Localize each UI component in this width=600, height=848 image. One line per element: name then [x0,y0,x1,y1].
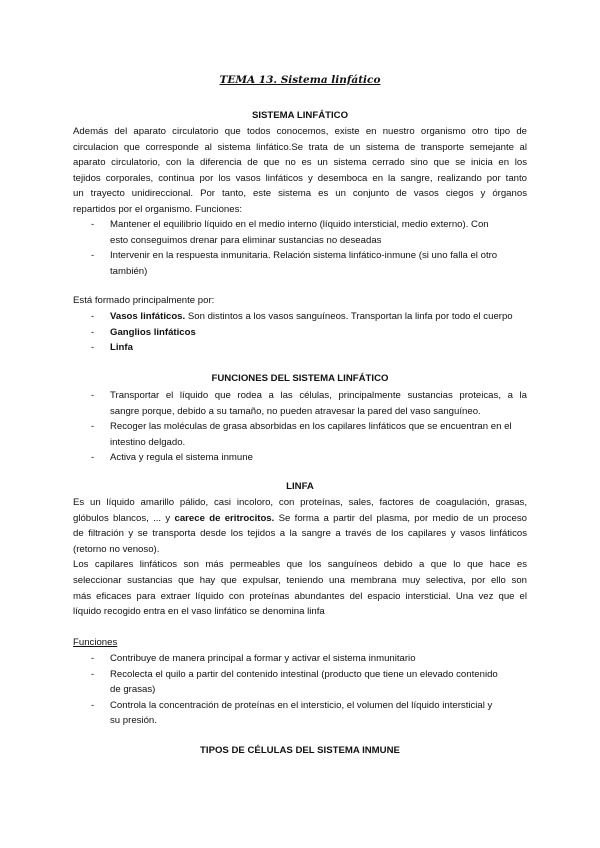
list-item [73,698,527,729]
text-line: (retorno no venoso). [73,543,160,555]
bullet-dash: - [91,326,95,338]
list-item-line: Activa y regula el sistema inmune [110,452,253,464]
list-item [73,667,527,698]
text-line: circulacion que corresponde al sistema linfático.Se trata de un sistema de transporte semejante al [73,141,527,153]
text-line: Además del aparato circulatorio que todos conocemos, existe en nuestro organismo otro tipo de [73,126,527,137]
heading-tipos-celulas: TIPOS DE CÉLULAS DEL SISTEMA INMUNE [200,745,400,756]
formed-intro: Está formado principalmente por: [73,295,215,306]
text-line: más eficaces para extraer líquido con proteínas abundantes del espacio intersticial. Una vez que el [73,590,527,602]
text-run: glóbulos blancos, ... y [73,512,175,524]
list-item [73,450,527,466]
list-item-line: Transportar el líquido que rodea a las células, principalmente sustancias proteicas, a la [110,390,527,401]
bullet-dash: - [91,452,95,464]
list-item [73,340,527,356]
list-item [73,419,527,450]
list-item-line: Intervenir en la respuesta inmunitaria. Relación sistema linfático-inmune (si uno falla el otro [110,250,498,262]
component-desc: Son distintos a los vasos sanguíneos. Transportan la linfa por todo el cuerpo [185,311,513,322]
components-list [73,309,527,356]
list-item-line: Contribuye de manera principal a formar y activar el sistema inmunitario [110,653,416,664]
list-item-line: sangre porque, debido a su tamaño, no pueden atravesar la pared del vaso sanguíneo. [110,405,481,417]
text-line: un trayecto unidireccional. Por tanto, este sistema es un conjunto de vasos ciegos y órganos [73,188,527,200]
page-title: TEMA 13. Sistema linfático [219,74,381,86]
list-item-line: de grasas) [110,684,156,696]
component-name: Vasos linfáticos. [110,311,186,322]
lymph-functions-list [73,388,527,466]
component-name: Ganglios linfáticos [110,326,196,338]
list-item [73,309,527,325]
text-line: Es un líquido amarillo pálido, casi incoloro, con proteínas, sales, factores de coagulación, grasas, [73,497,527,508]
text-line: aparato circulatorio, con la diferencia de que no es un sistema cerrado sino que se inicia en los [73,157,527,169]
list-item-line: Recoger las moléculas de grasa absorbidas en los capilares linfáticos que se encuentran en el [110,421,512,433]
paragraph-intro [73,124,527,218]
list-item-line: intestino delgado. [110,436,186,448]
text-line: líquido recogido entra en el vaso linfático se denomina linfa [73,606,325,618]
list-item-line: su presión. [110,715,157,727]
list-item-line: Recolecta el quilo a partir del contenido intestinal (producto que tiene un elevado contenido [110,668,498,680]
list-item-line: Controla la concentración de proteínas en el intersticio, el volumen del líquido intersticial y [110,699,493,711]
bullet-dash: - [91,311,95,322]
subheading-funciones: Funciones [73,637,118,648]
text-line [73,511,527,527]
text-line: repartidos por el organismo. Funciones: [73,203,243,215]
text-run: Se forma a partir del plasma, por medio de un proceso [274,512,527,524]
list-item [73,217,527,248]
list-item [73,325,527,341]
linfa-functions-list [73,651,527,729]
text-line: tejidos corporales, continua por los vasos linfáticos y desemboca en la sangre, realizando por tanto [73,172,527,184]
component-name: Linfa [110,342,133,354]
text-line: Los capilares linfáticos son más permeables que los sanguíneos debido a que lo que hace es [73,559,527,571]
bullet-dash: - [91,390,95,401]
list-item-line: esto conseguimos drenar para eliminar sustancias no deseadas [110,234,382,246]
bullet-dash: - [91,250,95,262]
list-item-line: también) [110,265,148,277]
list-item-line: Mantener el equilibrio líquido en el medio interno (líquido intersticial, medio externo). Con [110,219,489,230]
list-item [73,388,527,419]
paragraph-linfa [73,495,527,620]
bullet-dash: - [91,421,95,433]
functions-list [73,217,527,279]
bullet-dash: - [91,699,95,711]
bullet-dash: - [91,653,95,664]
text-line: seleccionar sustancias que hay que expulsar, teniendo una membrana muy selectiva, por ello son [73,574,527,586]
list-item [73,248,527,279]
bullet-dash: - [91,219,95,230]
heading-funciones: FUNCIONES DEL SISTEMA LINFÁTICO [211,373,389,384]
heading-sistema-linfatico: SISTEMA LINFÁTICO [251,110,349,121]
list-item [73,651,527,667]
text-run-bold: carece de eritrocitos. [174,512,275,524]
bullet-dash: - [91,668,95,680]
heading-linfa: LINFA [286,481,314,492]
text-line: de filtración y se transporta desde los tejidos a la sangre a través de los capilares y vasos linfáticos [73,528,527,540]
bullet-dash: - [91,342,95,354]
